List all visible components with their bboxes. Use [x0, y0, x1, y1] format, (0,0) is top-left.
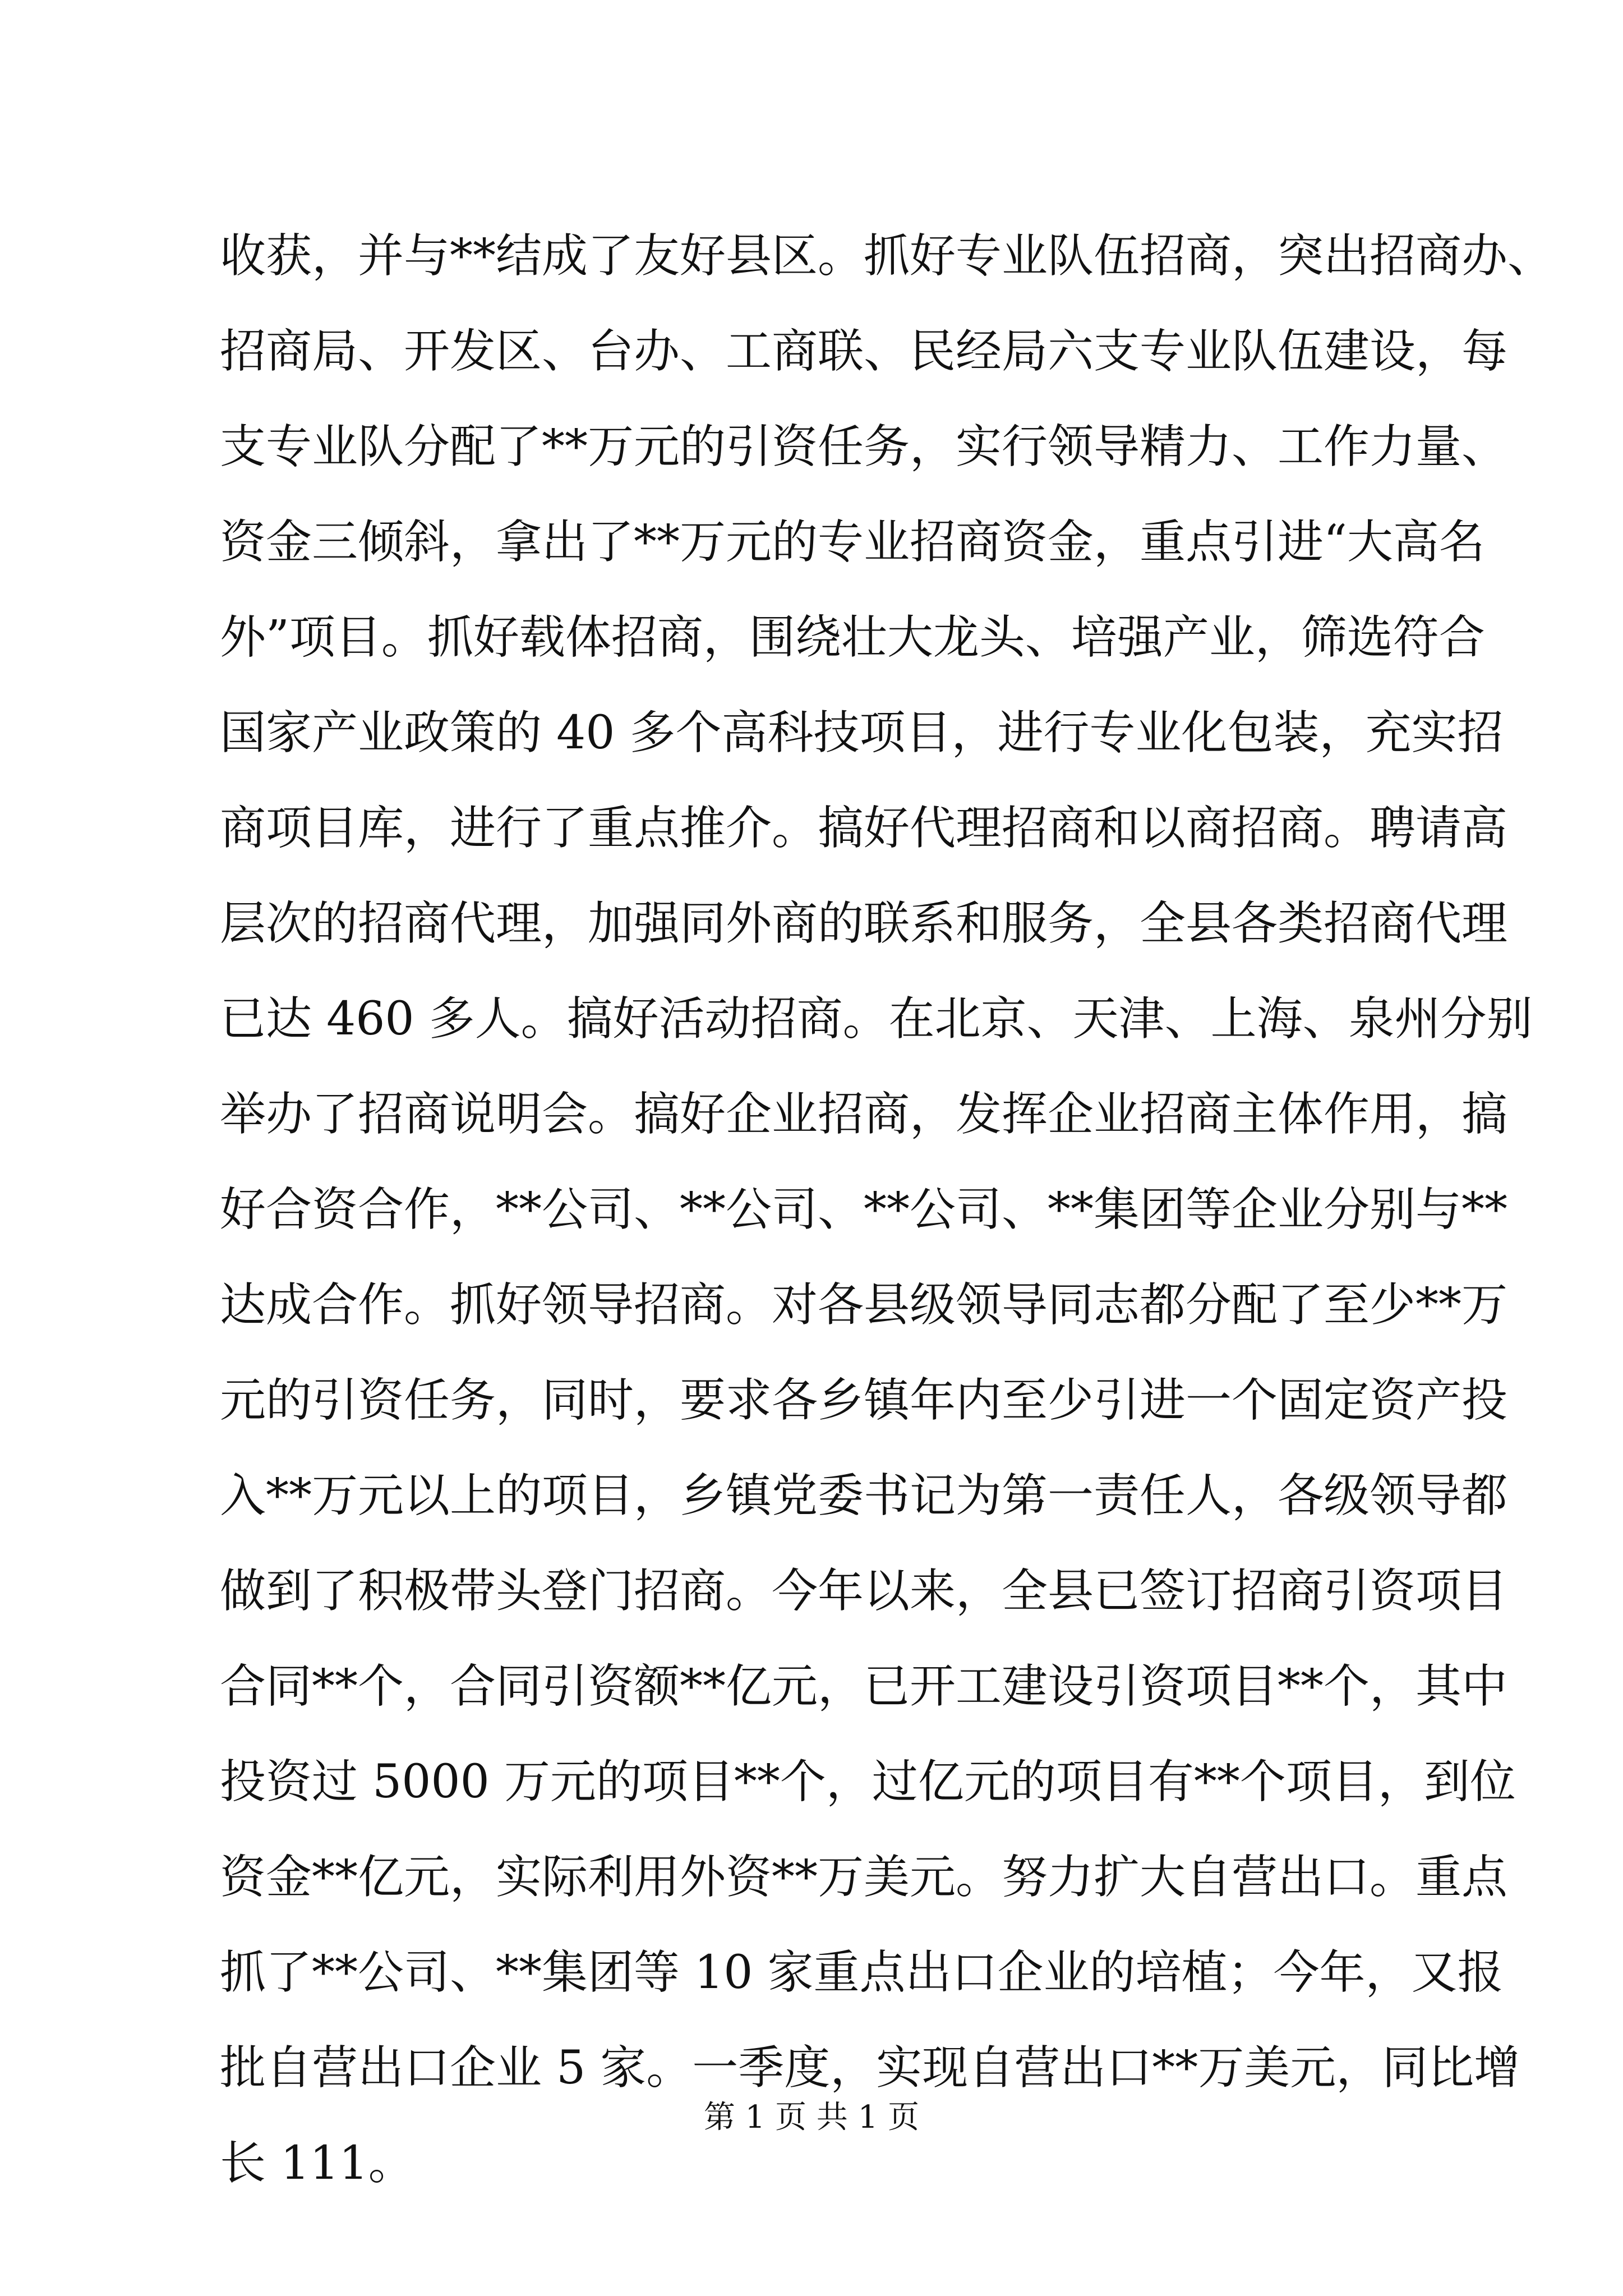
page-footer — [0, 2095, 1623, 2140]
text-line: 好合资合作，**公司、**公司、**公司、**集团等企业分别与** — [220, 1183, 1508, 1236]
text-line: 资金三倾斜，拿出了**万元的专业招商资金，重点引进“大高名 — [220, 516, 1485, 569]
text-line: 入**万元以上的项目，乡镇党委书记为第一责任人，各级领导都 — [220, 1469, 1508, 1522]
body-paragraph — [220, 209, 1554, 2211]
text-line: 国家产业政策的 40 多个高科技项目，进行专业化包装，充实招 — [220, 706, 1504, 760]
text-line: 商项目库，进行了重点推介。搞好代理招商和以商招商。聘请高 — [220, 802, 1508, 855]
text-line: 批自营出口企业 5 家。一季度，实现自营出口**万美元，同比增 — [220, 2041, 1520, 2095]
page-number: 第 1 页 共 1 页 — [703, 2099, 920, 2136]
text-line: 长 111。 — [220, 2137, 414, 2190]
text-line: 收获，并与**结成了友好县区。抓好专业队伍招商，突出招商办、 — [220, 229, 1554, 283]
text-line: 元的引资任务，同时，要求各乡镇年内至少引进一个固定资产投 — [220, 1374, 1508, 1427]
text-line: 抓了**公司、**集团等 10 家重点出口企业的培植；今年，又报 — [220, 1946, 1504, 1999]
text-line: 招商局、开发区、台办、工商联、民经局六支专业队伍建设，每 — [220, 325, 1508, 378]
text-line: 做到了积极带头登门招商。今年以来，全县已签订招商引资项目 — [220, 1565, 1508, 1618]
text-line: 合同**个，合同引资额**亿元，已开工建设引资项目**个，其中 — [220, 1660, 1508, 1713]
text-line: 支专业队分配了**万元的引资任务，实行领导精力、工作力量、 — [220, 420, 1508, 473]
text-line: 资金**亿元，实际利用外资**万美元。努力扩大自营出口。重点 — [220, 1851, 1508, 1904]
text-line: 外”项目。抓好载体招商，围绕壮大龙头、培强产业，筛选符合 — [220, 611, 1485, 664]
text-line: 举办了招商说明会。搞好企业招商，发挥企业招商主体作用，搞 — [220, 1088, 1508, 1141]
text-line: 投资过 5000 万元的项目**个，过亿元的项目有**个项目，到位 — [220, 1755, 1516, 1809]
text-line: 已达 460 多人。搞好活动招商。在北京、天津、上海、泉州分别 — [220, 992, 1533, 1046]
text-line: 层次的招商代理，加强同外商的联系和服务，全县各类招商代理 — [220, 897, 1508, 950]
text-line: 达成合作。抓好领导招商。对各县级领导同志都分配了至少**万 — [220, 1278, 1508, 1332]
